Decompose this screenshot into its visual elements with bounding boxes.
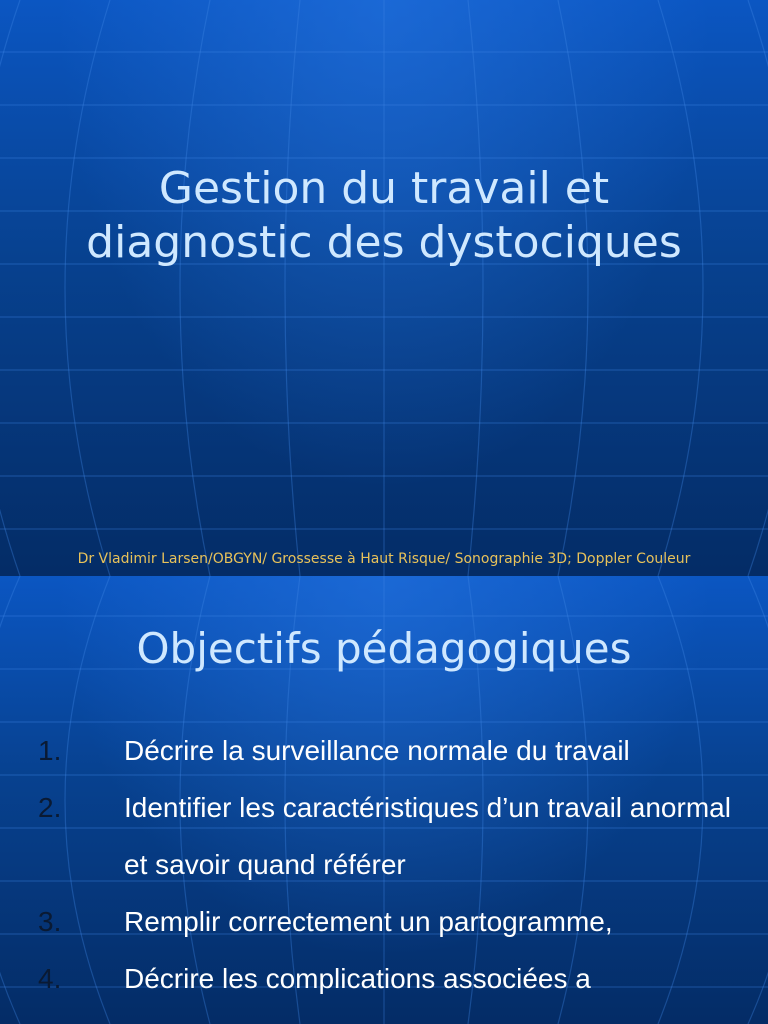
author-footer: Dr Vladimir Larsen/OBGYN/ Grossesse à Haut Risque/ Sonographie 3D; Doppler Couleur — [77, 551, 691, 567]
list-item-text: Décrire la surveillance normale du travail — [124, 735, 630, 766]
list-item-number: 2. — [38, 792, 62, 823]
slide-title: Gestion du travail et diagnostic des dystociques — [86, 163, 682, 268]
objectives-heading: Objectifs pédagogiques — [136, 624, 632, 673]
list-item-text: Décrire les complications associées a — [124, 963, 591, 994]
list-item-number: 3. — [38, 906, 62, 937]
list-item — [0, 722, 768, 779]
objectives-list — [0, 722, 768, 1007]
list-item — [0, 950, 768, 1007]
list-item-number: 4. — [38, 963, 62, 994]
list-item-number: 1. — [38, 735, 62, 766]
list-item-text: Remplir correctement un partogramme, — [124, 906, 613, 937]
objectives-slide — [0, 576, 768, 1024]
list-item-text: Identifier les caractéristiques d’un travail anormal et savoir quand référer — [124, 792, 731, 880]
list-item — [0, 893, 768, 950]
list-item — [0, 779, 768, 893]
